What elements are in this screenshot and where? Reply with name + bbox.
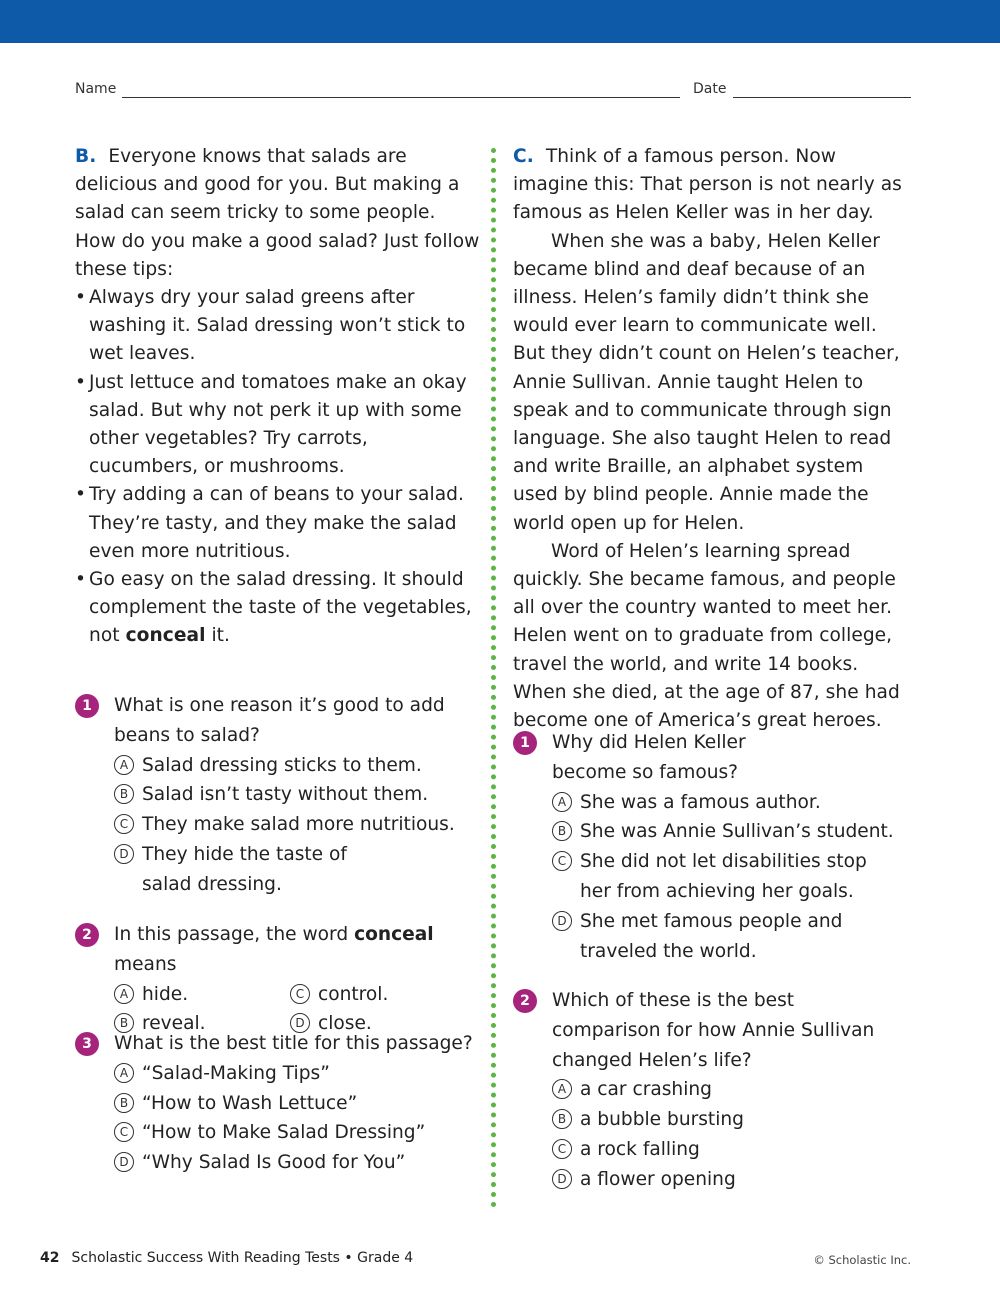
answer-bubble[interactable]: C [290,984,310,1004]
question-number-badge: 1 [75,694,99,718]
answer-option-d[interactable]: D “Why Salad Is Good for You” [114,1148,485,1178]
answer-bubble[interactable]: A [552,792,572,812]
question-b2 [75,920,485,1039]
question-number-badge: 1 [513,731,537,755]
page-footer [40,1250,911,1266]
tip-item: • Always dry your salad greens after washing it. Salad dressing won’t stick to wet leaves. [75,284,480,369]
answer-options [552,788,913,967]
answer-option-b[interactable]: B reveal. [114,1009,290,1039]
passage-c-paragraph: When she was a baby, Helen Keller became blind and deaf because of an illness. Helen’s family didn’t think she would ever learn to communicate well. But they didn’t count on Helen’s teacher, Annie Sullivan. Annie taught Helen to speak and to communicate through sign language. She also taught Helen to read and write Braille, an alphabet system used by blind people. Annie made the world open up for Helen. [513,230,900,534]
answer-bubble[interactable]: B [114,784,134,804]
answer-bubble[interactable]: C [552,851,572,871]
copyright: © Scholastic Inc. [813,1253,911,1267]
answer-option-a[interactable]: A Salad dressing sticks to them. [114,751,485,781]
answer-option-d[interactable]: D close. [290,1009,466,1039]
answer-option-c[interactable]: C They make salad more nutritious. [114,810,485,840]
question-number-badge: 2 [513,989,537,1013]
answer-option-d[interactable]: D They hide the taste of salad dressing. [114,840,397,900]
name-field[interactable] [122,97,680,98]
answer-option-b[interactable]: B She was Annie Sullivan’s student. [552,817,913,847]
answer-options [114,1059,485,1178]
question-text: What is one reason it’s good to add beans to salad? [114,695,445,746]
section-c-letter: C. [513,146,534,167]
question-text: Why did Helen Keller become so famous? [552,732,746,783]
answer-option-b[interactable]: B Salad isn’t tasty without them. [114,780,485,810]
answer-bubble[interactable]: C [114,814,134,834]
answer-bubble[interactable]: B [552,1109,572,1129]
question-b1 [75,691,485,900]
column-divider [491,148,496,1208]
answer-bubble[interactable]: C [552,1139,572,1159]
vocab-word: conceal [354,924,434,945]
question-text: In this passage, the word conceal means [114,924,434,975]
answer-option-c[interactable]: C control. [290,980,466,1010]
answer-bubble[interactable]: A [114,755,134,775]
page-number: 42 [40,1250,60,1266]
date-field[interactable] [733,97,911,98]
name-label: Name [75,81,117,97]
header-bar [0,0,1000,43]
book-title: Scholastic Success With Reading Tests • Grade 4 [71,1250,414,1266]
answer-bubble[interactable]: B [114,1093,134,1113]
answer-bubble[interactable]: D [552,911,572,931]
passage-b [75,143,480,651]
passage-c-paragraph: Word of Helen’s learning spread quickly. She became famous, and people all over the country wanted to meet her. Helen went on to graduate from college, travel the world, and write 14 books. When she died, at the age of 87, she had become one of America’s great heroes. [513,540,900,732]
answer-bubble[interactable]: B [552,821,572,841]
vocab-word: conceal [125,625,206,647]
answer-option-b[interactable]: B a bubble bursting [552,1105,913,1135]
answer-option-d[interactable]: D a flower opening [552,1165,913,1195]
answer-options [114,751,485,900]
passage-b-intro: B. Everyone knows that salads are delicious and good for you. But making a salad can seem tricky to some people. How do you make a good salad? Just follow these tips: [75,146,480,280]
tips-list [75,284,480,651]
answer-bubble[interactable]: A [552,1079,572,1099]
answer-bubble[interactable]: D [114,1152,134,1172]
answer-option-a[interactable]: A hide. [114,980,290,1010]
section-b-letter: B. [75,146,97,167]
question-number-badge: 3 [75,1032,99,1056]
answer-bubble[interactable]: D [290,1013,310,1033]
tip-item: • Go easy on the salad dressing. It should complement the taste of the vegetables, not conceal it. [75,566,480,651]
question-number-badge: 2 [75,923,99,947]
answer-options [552,1075,913,1194]
answer-option-c[interactable]: C a rock falling [552,1135,913,1165]
question-c2 [513,986,913,1195]
question-text: Which of these is the best comparison for how Annie Sullivan changed Helen’s life? [552,990,875,1071]
answer-bubble[interactable]: A [114,1063,134,1083]
question-text: What is the best title for this passage? [114,1033,473,1054]
answer-bubble[interactable]: C [114,1122,134,1142]
question-c1 [513,728,913,966]
answer-bubble[interactable]: D [114,844,134,864]
answer-bubble[interactable]: B [114,1013,134,1033]
answer-option-a[interactable]: A a car crashing [552,1075,913,1105]
answer-option-a[interactable]: A She was a famous author. [552,788,913,818]
answer-bubble[interactable]: A [114,984,134,1004]
date-label: Date [693,81,727,97]
question-b3 [75,1029,485,1178]
passage-c [513,143,913,735]
answer-option-c[interactable]: C She did not let disabilities stop her from achieving her goals. [552,847,890,907]
passage-c-paragraph: C. Think of a famous person. Now imagine this: That person is not nearly as famous as Helen Keller was in her day. [513,146,902,224]
tip-item: • Try adding a can of beans to your salad. They’re tasty, and they make the salad even more nutritious. [75,481,480,566]
answer-option-a[interactable]: A “Salad-Making Tips” [114,1059,485,1089]
tip-item: • Just lettuce and tomatoes make an okay salad. But why not perk it up with some other vegetables? Try carrots, cucumbers, or mushrooms. [75,369,480,482]
answer-option-b[interactable]: B “How to Wash Lettuce” [114,1089,485,1119]
answer-option-d[interactable]: D She met famous people and traveled the world. [552,907,880,967]
answer-option-c[interactable]: C “How to Make Salad Dressing” [114,1118,485,1148]
name-date-row [75,79,911,101]
answer-bubble[interactable]: D [552,1169,572,1189]
